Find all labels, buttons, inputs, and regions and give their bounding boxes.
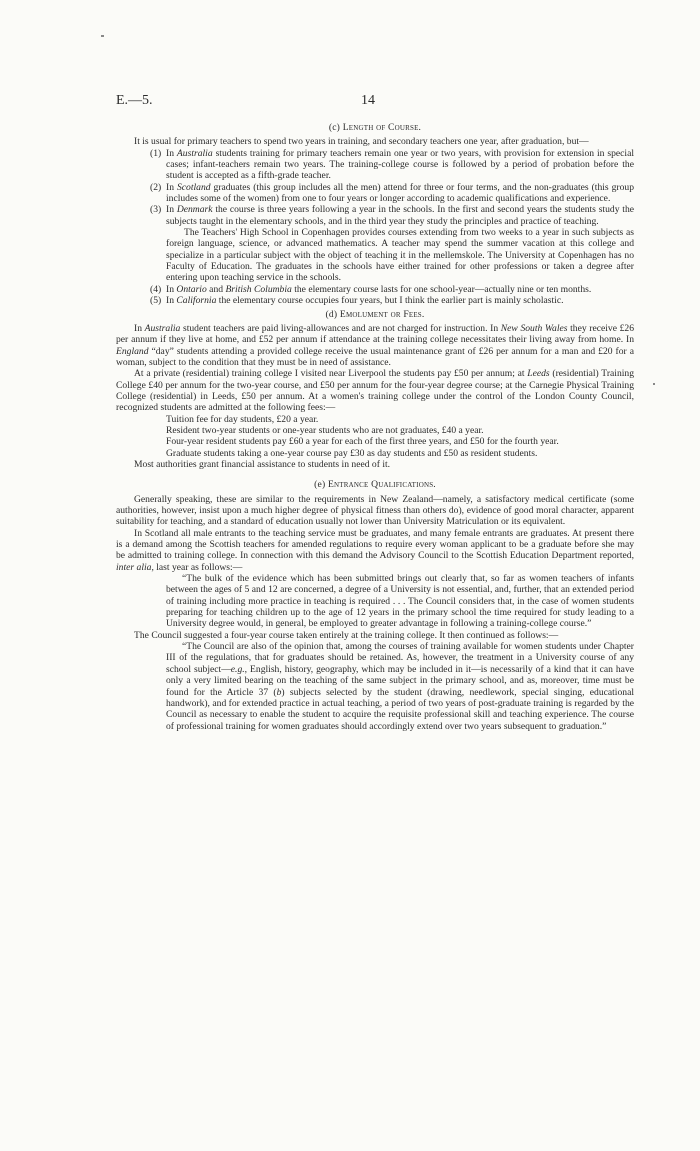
paragraph: It is usual for primary teachers to spend two years in training, and secondary teachers one year, after graduation, but— bbox=[134, 136, 589, 148]
section-heading-entrance-qualifications: (e) Entrance Qualifications. bbox=[314, 479, 436, 491]
margin-speck bbox=[101, 35, 104, 37]
list-item: (4) In Ontario and British Columbia the elementary course lasts for one school-year—actually nine or ten months. bbox=[150, 283, 592, 295]
section-heading-emolument-or-fees: (d) Emolument or Fees. bbox=[325, 308, 425, 320]
list-item: (2) In Scotland graduates (this group includes all the men) attend for three or four terms, and the non-graduates (this group includes some of the women) from one to four years or longer according to academic qualifications and experience. bbox=[150, 181, 634, 205]
fee-item: Resident two-year students or one-year students who are not graduates, £40 a year. bbox=[166, 424, 484, 436]
page-number: 14 bbox=[361, 93, 375, 108]
section-heading-length-of-course: (c) Length of Course. bbox=[328, 122, 422, 133]
block-quote: “The Council are also of the opinion that, among the courses of training available for women students under Chapter III of the regulations, that for graduates should be retained. As, however, the treatment in a University course of any school subject—e.g., English, history, geography, which may be included in it—is necessarily of a kind that it can have only a very limited bearing on the teaching of the same subject in the primary school, and as, moreover, time must be found for the Article 37 (b) subjects selected by the student (drawing, needlework, special singing, educational handwork), and for extended practice in actual teaching, a period of two years of post-graduate training is regarded by the Council as necessary to enable the student to acquire the requisite professional skill and teaching experience. The course of professional training for women graduates should accordingly extend over two years subsequent to graduation.” bbox=[166, 641, 634, 732]
paragraph: In Australia student teachers are paid living-allowances and are not charged for instruction. In New South Wales they receive £26 per annum if they live at home, and £52 per annum if attendance at the training college necessitates their living away from home. In England “day” students attending a provided college receive the usual maintenance grant of £26 per annum for a man and £20 for a woman, subject to the condition that they must be in need of assistance. bbox=[116, 322, 634, 368]
document-body bbox=[116, 120, 634, 732]
paragraph: Most authorities grant financial assistance to students in need of it. bbox=[134, 458, 391, 470]
fee-item: Graduate students taking a one-year course pay £30 as day students and £50 as resident students. bbox=[166, 447, 538, 459]
paragraph: At a private (residential) training college I visited near Liverpool the students pay £50 per annum; at Leeds (residential) Training College £40 per annum for the two-year course, and £50 per annum for the four-year degree course; at the Carnegie Physical Training College (residential) in Leeds, £50 per annum. At a women's training college under the control of the London County Council, recognized students are admitted at the following fees:— bbox=[116, 368, 635, 414]
fee-item: Tuition fee for day students, £20 a year. bbox=[166, 413, 319, 425]
margin-speck bbox=[653, 383, 655, 385]
list-item: (1) In Australia students training for primary teachers remain one year or two years, with provision for extension in special cases; infant-teachers remain two years. The training-college course is followed by a period of probation before the student is accepted as a fifth-grade teacher. bbox=[150, 147, 634, 182]
list-item: (5) In California the elementary course occupies four years, but I think the earlier part is mainly scholastic. bbox=[150, 295, 564, 307]
paragraph: The Teachers' High School in Copenhagen provides courses extending from two weeks to a year in such subjects as foreign language, science, or advanced mathematics. A teacher may spend the summer vacation at this college and specialize in a particular subject with the object of teaching it in the mellemskole. The University at Copenhagen has no Faculty of Education. The graduates in the schools have either trained for other professions or taken a degree after entering upon teaching service in the schools. bbox=[166, 227, 634, 284]
report-reference: E.—5. bbox=[116, 93, 153, 108]
page-header bbox=[116, 93, 584, 109]
list-item: (3) In Denmark the course is three years following a year in the schools. In the first and second years the students study the subjects taught in the elementary schools, and in the third year they study the principles and practice of teaching. bbox=[150, 204, 635, 227]
paragraph: The Council suggested a four-year course taken entirely at the training college. It then continued as follows:— bbox=[134, 629, 559, 641]
paragraph: In Scotland all male entrants to the teaching service must be graduates, and many female entrants are graduates. At present there is a demand among the Scottish teachers for amended regulations to require every woman applicant to be a graduate before she may be admitted to training college. In connection with this demand the Advisory Council to the Scottish Education Department reported, inter alia, last year as follows:— bbox=[116, 527, 634, 573]
paragraph: Generally speaking, these are similar to the requirements in New Zealand—namely, a satisfactory medical certificate (some authorities, however, insist upon a much higher degree of physical fitness than others do), evidence of good moral character, apparent suitability for teaching, and a standard of education usually not lower than University Matriculation or its equivalent. bbox=[116, 493, 634, 528]
fee-item: Four-year resident students pay £60 a year for each of the first three years, and £50 for the fourth year. bbox=[166, 436, 559, 448]
block-quote: “The bulk of the evidence which has been submitted brings out clearly that, so far as women teachers of infants between the ages of 5 and 12 are concerned, a degree of a University is not essential, and, further, that an extended period of training including more practice in teaching is required . . . The Council considers that, in the case of women students preparing for teaching children up to the age of 12 years in the primary school the time required for study leading to a University degree would, in general, be employed to greater advantage in following a training-college course.” bbox=[166, 573, 634, 630]
